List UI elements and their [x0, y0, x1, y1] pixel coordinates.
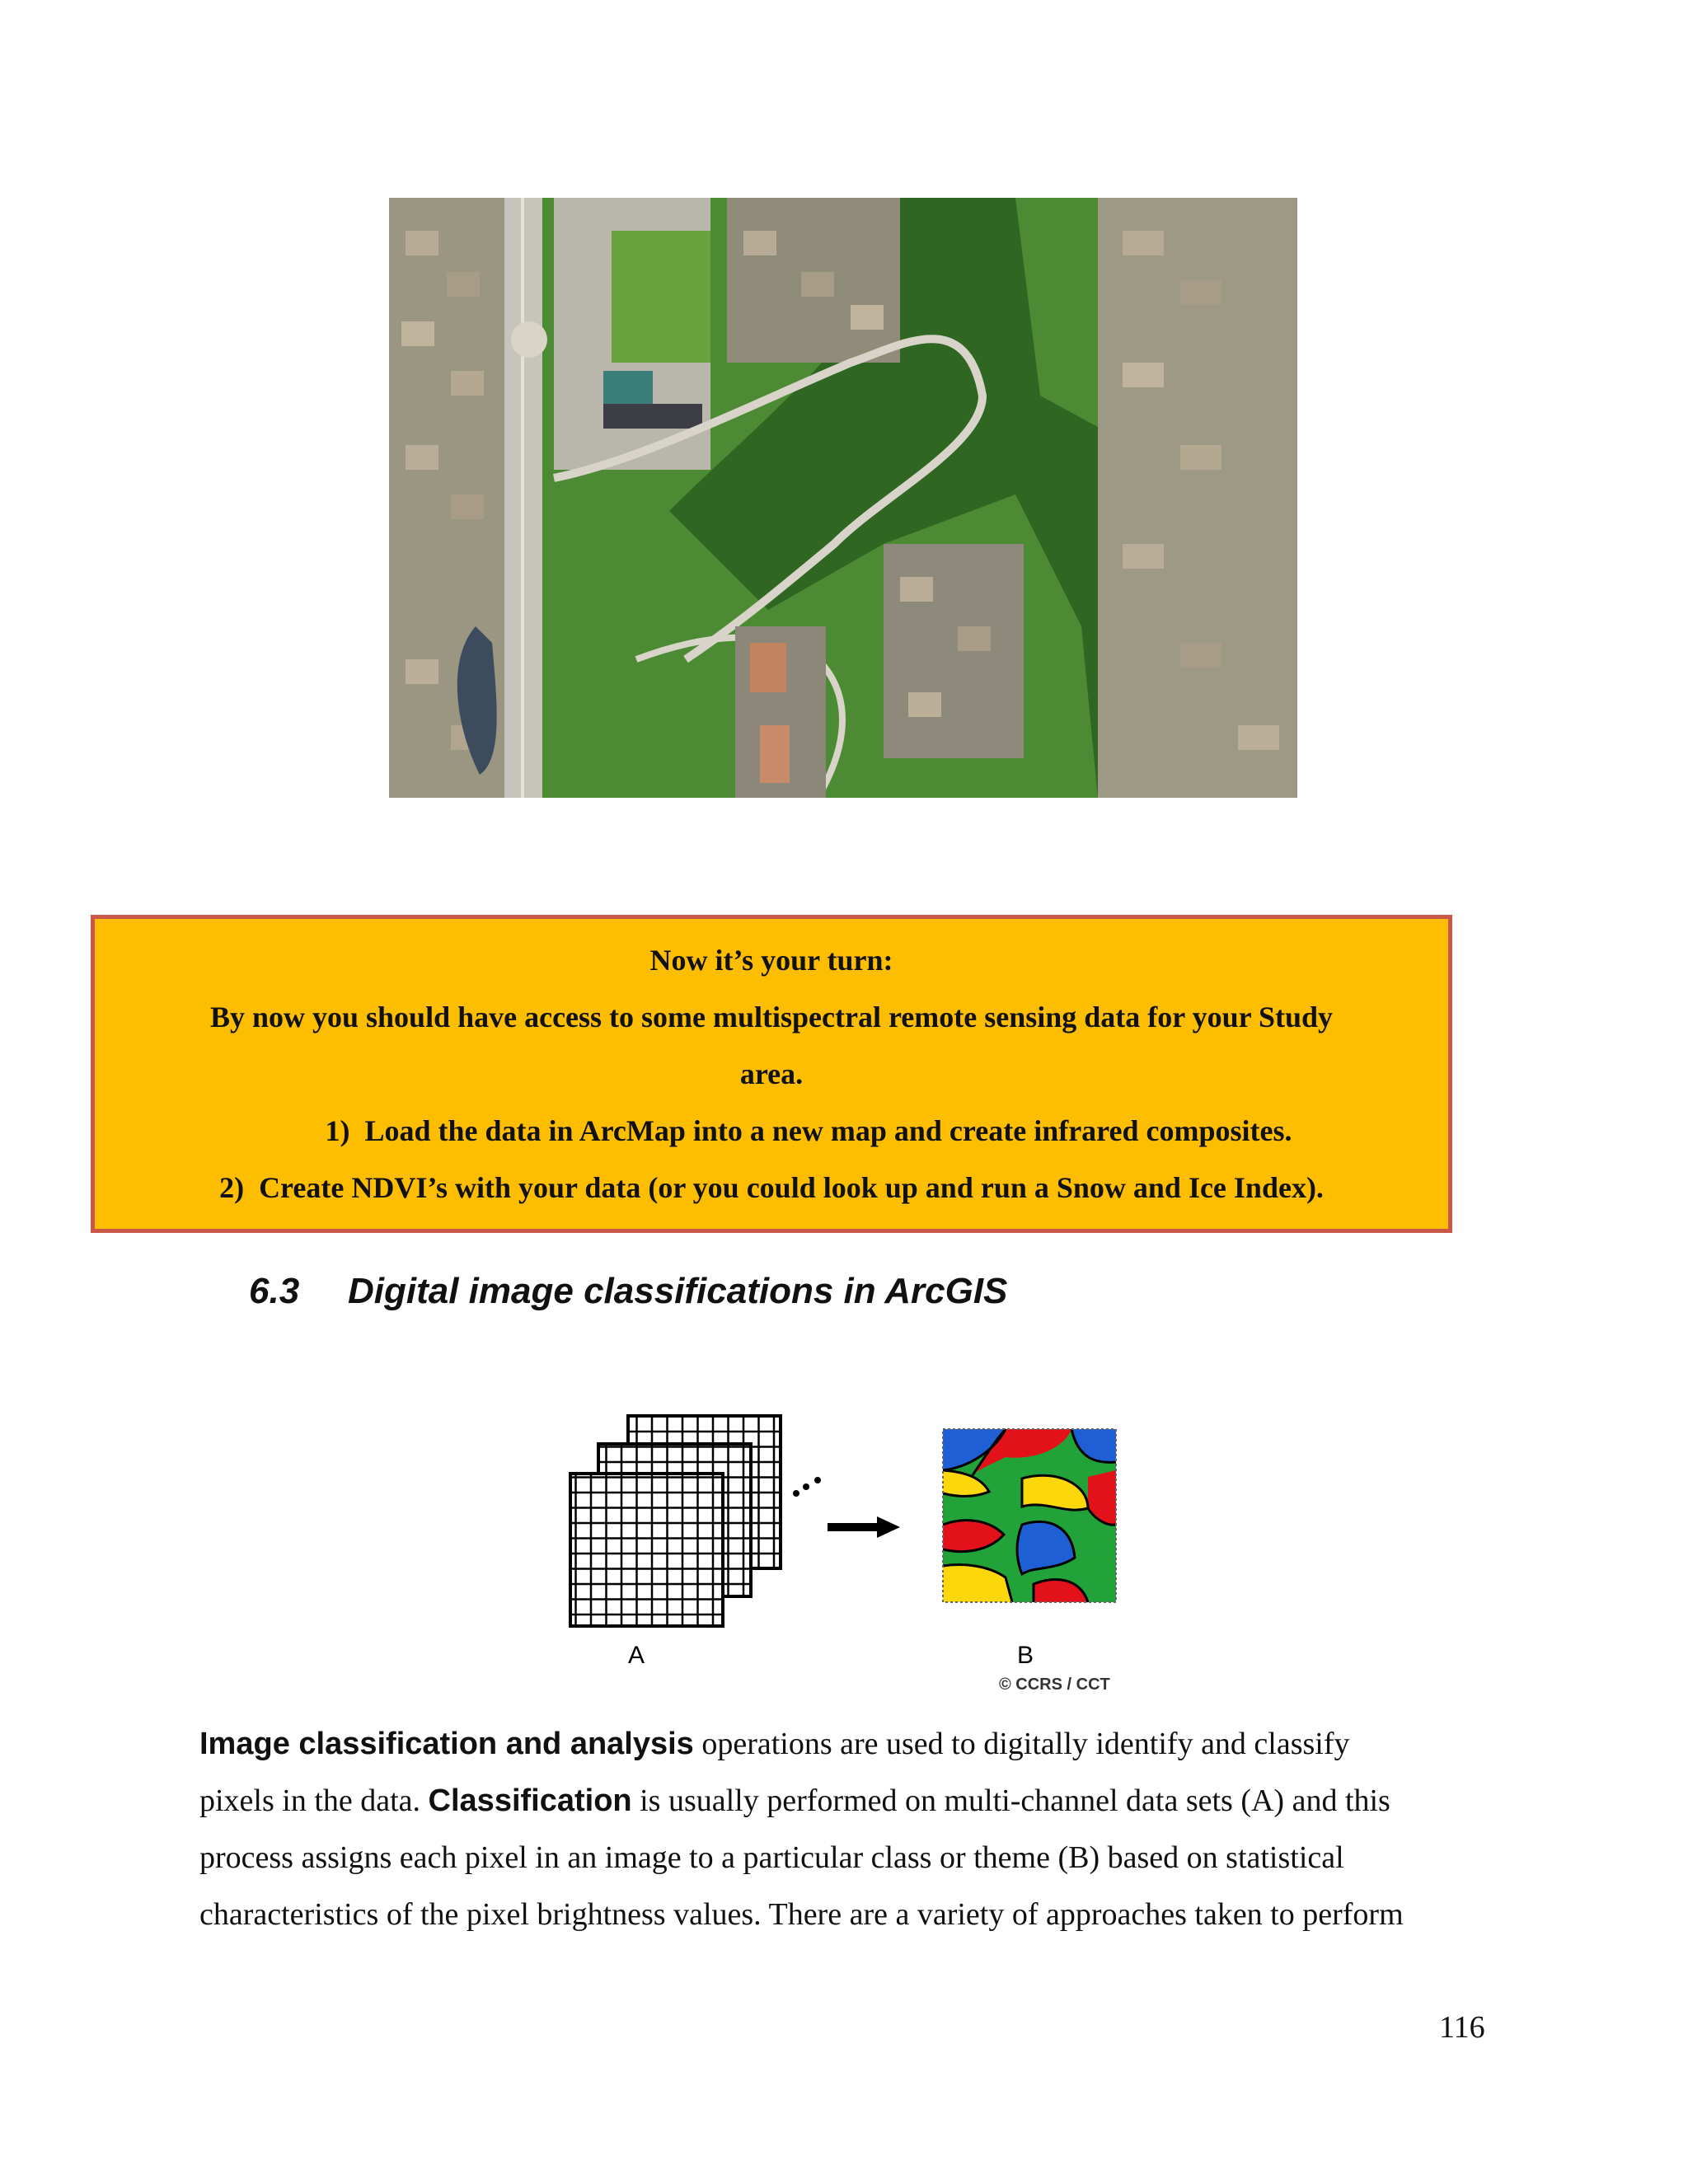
classification-figure: [560, 1401, 1154, 1706]
body-line-1: [199, 1716, 1485, 1773]
step-1-text: Load the data in ArcMap into a new map and create infrared composites.: [364, 1114, 1292, 1147]
section-number: 6.3: [249, 1271, 300, 1311]
body-line-2-text: is usually performed on multi-channel data sets (A) and this: [631, 1783, 1390, 1818]
exercise-step-2: [95, 1160, 1448, 1216]
exercise-intro-line1: By now you should have access to some multispectral remote sensing data for your Study: [209, 1001, 1334, 1033]
figure-label-b: B: [1017, 1642, 1034, 1669]
aerial-photo-image: [389, 198, 1297, 798]
step-2-text: Create NDVI’s with your data (or you could look up and run a Snow and Ice Index).: [259, 1171, 1324, 1204]
exercise-box: [91, 915, 1452, 1233]
term-classification: Classification: [428, 1783, 632, 1818]
section-title: Digital image classifications in ArcGIS: [348, 1271, 1008, 1311]
step-2-marker: 2): [219, 1171, 245, 1204]
figure-credit: © CCRS / CCT: [999, 1675, 1110, 1694]
figure-label-a: A: [628, 1642, 645, 1669]
term-image-classification: Image classification and analysis: [199, 1727, 694, 1761]
classification-diagram: [560, 1401, 1154, 1706]
ellipsis-dot: [803, 1483, 809, 1490]
body-line-4: characteristics of the pixel brightness values. There are a variety of approaches taken to perform: [199, 1897, 1404, 1932]
exercise-title: Now it’s your turn:: [649, 944, 893, 977]
body-line-3: process assigns each pixel in an image to a particular class or theme (B) based on statistical: [199, 1840, 1344, 1875]
ellipsis-dot: [793, 1490, 799, 1497]
arrow-right-icon: [828, 1516, 900, 1538]
body-paragraph: [199, 1716, 1485, 1943]
ellipsis-dot: [814, 1477, 821, 1483]
aerial-photo: [389, 198, 1297, 798]
classified-map: [943, 1429, 1116, 1602]
exercise-intro-line2: area.: [739, 1057, 804, 1090]
body-line-2-start: pixels in the data.: [199, 1783, 429, 1818]
band-grid-front: [570, 1474, 723, 1626]
exercise-step-1: [95, 1103, 1448, 1160]
body-line-1-text: operations are used to digitally identify and classify: [693, 1727, 1350, 1761]
page-number: 116: [1439, 2010, 1485, 2045]
body-line-2: [199, 1773, 1485, 1830]
section-heading: [249, 1271, 1007, 1312]
step-1-marker: 1): [325, 1114, 350, 1147]
